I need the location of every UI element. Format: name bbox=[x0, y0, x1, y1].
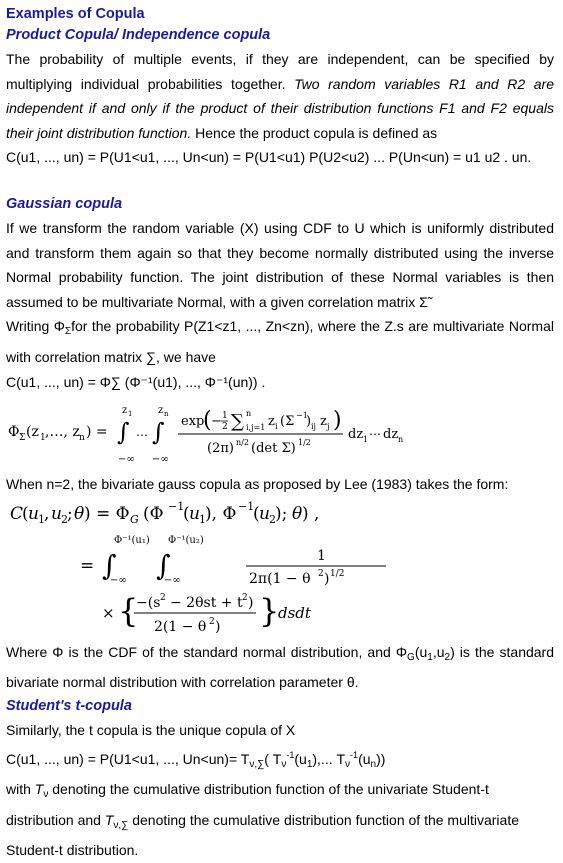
student-line4 bbox=[6, 808, 554, 839]
svg-text:), Φ: ), Φ bbox=[205, 503, 237, 524]
svg-text:;: ; bbox=[67, 503, 73, 524]
svg-text:2: 2 bbox=[222, 422, 228, 433]
svg-text:−1: −1 bbox=[238, 499, 255, 513]
product-copula-paragraph bbox=[6, 47, 554, 145]
svg-text:(det Σ): (det Σ) bbox=[251, 441, 296, 457]
svg-text:(: ( bbox=[203, 408, 212, 434]
svg-text:): ) bbox=[215, 618, 221, 635]
student-line4-rest: denoting the cumulative distribution function of the multivariate bbox=[132, 811, 519, 828]
product-copula-heading: Product Copula/ Independence copula bbox=[6, 27, 271, 43]
product-independence-definition: Two random variables R1 and R2 are independent if and only if the product of their distribution functions F1 and F2 equals their joint distribution function. bbox=[6, 75, 555, 141]
svg-text:−∞: −∞ bbox=[164, 574, 181, 586]
svg-text:2(1 − θ: 2(1 − θ bbox=[154, 618, 207, 635]
svg-text:∫: ∫ bbox=[117, 418, 130, 447]
student-line1: Similarly, the t copula is the unique copula of X bbox=[6, 721, 296, 738]
svg-text:1: 1 bbox=[199, 512, 206, 526]
gaussian-cdf-equation-graphic bbox=[6, 394, 554, 472]
t-nu-sigma-symbol: T bbox=[104, 811, 114, 828]
svg-text:z: z bbox=[158, 405, 164, 417]
svg-text:): ) bbox=[248, 594, 254, 611]
svg-text:dz: dz bbox=[348, 427, 364, 443]
document bbox=[6, 4, 554, 863]
svg-text:i,j=1: i,j=1 bbox=[246, 423, 266, 433]
svg-text:2π(1 − θ: 2π(1 − θ bbox=[249, 570, 311, 587]
svg-text:2: 2 bbox=[318, 568, 324, 579]
svg-text:2: 2 bbox=[269, 512, 276, 526]
svg-text:(: ( bbox=[183, 503, 190, 524]
svg-text:1/2: 1/2 bbox=[298, 438, 311, 448]
svg-text:{: { bbox=[118, 591, 139, 630]
svg-text:1: 1 bbox=[38, 512, 45, 526]
svg-text:−1: −1 bbox=[168, 499, 185, 513]
svg-text:θ: θ bbox=[74, 503, 85, 524]
svg-text:Φ: Φ bbox=[8, 424, 20, 441]
svg-text:,…, z: ,…, z bbox=[45, 424, 80, 441]
svg-text:): ) bbox=[333, 408, 342, 434]
svg-text:⋯: ⋯ bbox=[369, 427, 381, 442]
svg-text:u: u bbox=[51, 503, 62, 524]
t-nu-sigma-subscript: ν,∑ bbox=[249, 758, 265, 770]
svg-text:}: } bbox=[259, 591, 280, 630]
svg-text:): ) bbox=[306, 414, 312, 430]
svg-text:∫: ∫ bbox=[152, 418, 165, 447]
svg-text:…: … bbox=[136, 425, 148, 440]
svg-text:dz: dz bbox=[383, 427, 399, 443]
product-intro: The probability of multiple events, if they are independent, can be specified by multiplying individual probabilities together. bbox=[6, 51, 554, 92]
t-inverse-sup: -1 bbox=[286, 749, 295, 760]
svg-text:) =: ) = bbox=[86, 424, 108, 441]
svg-text:);: ); bbox=[275, 503, 288, 524]
gaussian-copula-heading: Gaussian copula bbox=[6, 195, 123, 212]
svg-text:Σ: Σ bbox=[19, 433, 26, 444]
svg-text:−1: −1 bbox=[296, 411, 308, 421]
svg-text:∫: ∫ bbox=[102, 548, 117, 582]
t-nu-sigma-sub: ν,∑ bbox=[113, 819, 129, 831]
svg-text:u: u bbox=[28, 503, 39, 524]
svg-text:u: u bbox=[189, 503, 200, 524]
t-nu-subscript-2: ν bbox=[345, 758, 351, 770]
svg-text:dsdt: dsdt bbox=[278, 603, 311, 622]
svg-text:ij: ij bbox=[311, 422, 317, 432]
student-line3-prefix: with bbox=[6, 781, 31, 798]
svg-text:(2π): (2π) bbox=[207, 441, 234, 457]
svg-text:z: z bbox=[122, 405, 128, 417]
student-t-copula-heading: Student's t-copula bbox=[6, 697, 132, 714]
svg-text:1: 1 bbox=[363, 435, 369, 445]
svg-text:1: 1 bbox=[40, 433, 46, 444]
svg-text:n/2: n/2 bbox=[236, 438, 249, 448]
u1-subscript: 1 bbox=[427, 651, 433, 663]
svg-text:Φ⁻¹(u₁): Φ⁻¹(u₁) bbox=[114, 534, 150, 546]
svg-text:n: n bbox=[164, 410, 169, 419]
svg-text:z: z bbox=[268, 414, 275, 430]
un-sub: n bbox=[370, 758, 377, 770]
t-nu-subscript: ν bbox=[281, 758, 287, 770]
svg-text:n: n bbox=[398, 435, 404, 445]
sigma-tilde-symbol: Σ̃ bbox=[419, 293, 428, 310]
svg-text:=: = bbox=[80, 555, 95, 576]
svg-text:u: u bbox=[259, 503, 270, 524]
svg-text:C: C bbox=[10, 503, 24, 524]
svg-text:,: , bbox=[44, 503, 50, 524]
gaussian-copula-formula: C(u1, ..., un) = Φ∑ (Φ⁻¹(u1), ..., Φ⁻¹(un)) . bbox=[6, 373, 266, 390]
writing-prefix: Writing Φ bbox=[6, 318, 65, 335]
svg-text:2: 2 bbox=[160, 592, 166, 603]
svg-text:exp: exp bbox=[181, 414, 205, 430]
svg-text:(: ( bbox=[253, 503, 260, 524]
svg-text:−∞: −∞ bbox=[110, 574, 127, 586]
svg-text:2: 2 bbox=[242, 592, 248, 603]
svg-text:(z: (z bbox=[26, 424, 39, 441]
svg-text:−(s: −(s bbox=[136, 594, 161, 611]
student-formula: C(u1, ..., un) = P(U1<u1, ..., $Un<un)= T_{\nu,\sum}$( $T_\nu^{-1}(u_1)$,... $T_\nu^{-1}(u_n)$) bbox=[6, 749, 386, 770]
product-copula-formula: C(u1, ..., un) = P(U1<u1, ..., Un<un) = P(U1<u1) P(U2<u2) ... P(Un<un) = u1 u2 . un. bbox=[6, 149, 532, 166]
svg-text:−: − bbox=[211, 414, 222, 430]
bivariate-intro: When n=2, the bivariate gauss copula as proposed by Lee (1983) takes the form: bbox=[6, 476, 509, 493]
svg-text:G: G bbox=[130, 512, 139, 526]
student-line3-rest: denoting the cumulative distribution function of the univariate Student-t bbox=[52, 781, 489, 798]
svg-text:i: i bbox=[275, 422, 278, 432]
svg-text:1: 1 bbox=[128, 410, 133, 419]
phi-subscript: Σ bbox=[64, 326, 72, 338]
phi-g-subscript: G bbox=[407, 651, 415, 663]
svg-text:∑: ∑ bbox=[231, 411, 244, 433]
svg-text:×: × bbox=[102, 603, 115, 622]
student-line4-prefix: distribution and bbox=[6, 811, 101, 828]
svg-text:j: j bbox=[327, 422, 330, 432]
svg-text:1/2: 1/2 bbox=[330, 568, 345, 579]
gaussian-paragraph bbox=[6, 216, 554, 314]
where-rest: ) is the standard bivariate normal distribution with correlation parameter θ. bbox=[6, 643, 554, 691]
t-nu-symbol: T bbox=[34, 781, 44, 798]
gaussian-cdf-equation bbox=[6, 394, 554, 472]
where-paragraph bbox=[6, 640, 554, 695]
where-prefix: Where Φ is the CDF of the standard normal distribution, and Φ bbox=[6, 643, 408, 660]
svg-text:1: 1 bbox=[317, 547, 326, 564]
t-inverse-sup-2: -1 bbox=[350, 749, 359, 760]
svg-text:1: 1 bbox=[222, 411, 228, 422]
svg-text:) = Φ: ) = Φ bbox=[84, 503, 130, 524]
u2-subscript: 2 bbox=[444, 651, 451, 663]
where-u-open: (u bbox=[414, 643, 428, 660]
where-u-comma: ,u bbox=[432, 643, 445, 660]
page-title: Examples of Copula bbox=[6, 6, 145, 22]
svg-text:(Φ: (Φ bbox=[143, 503, 164, 524]
svg-text:n: n bbox=[246, 409, 252, 419]
svg-text:θ: θ bbox=[292, 503, 303, 524]
bivariate-gauss-equation-graphic bbox=[6, 497, 554, 640]
student-line3 bbox=[6, 777, 554, 808]
svg-text:): ) bbox=[324, 570, 330, 587]
svg-text:(Σ: (Σ bbox=[280, 414, 295, 430]
gaussian-para1: If we transform the random variable (X) using CDF to U which is uniformly distributed and transform them again so that they become normally distributed using the inverse Normal probability function. The joint distribution of these Normal variables is then assumed to be multivariate Normal, with a given correlation matrix bbox=[6, 219, 554, 310]
svg-text:(: ( bbox=[22, 503, 29, 524]
product-tail: Hence the product copula is defined as bbox=[195, 124, 438, 141]
svg-text:z: z bbox=[320, 414, 327, 430]
svg-text:Φ⁻¹(u₂): Φ⁻¹(u₂) bbox=[168, 534, 204, 546]
svg-text:∫: ∫ bbox=[156, 548, 171, 582]
t-nu-sub-3: ν bbox=[43, 789, 49, 801]
student-line5: Student-t distribution. bbox=[6, 842, 139, 859]
u1-sub: 1 bbox=[306, 758, 313, 770]
svg-text:−∞: −∞ bbox=[152, 454, 169, 466]
gaussian-writing-paragraph bbox=[6, 314, 554, 369]
svg-text:n: n bbox=[79, 433, 85, 444]
svg-text:−∞: −∞ bbox=[118, 454, 135, 466]
svg-text:2: 2 bbox=[209, 616, 215, 627]
svg-text:− 2θst + t: − 2θst + t bbox=[170, 594, 243, 611]
svg-text:2: 2 bbox=[61, 512, 68, 526]
bivariate-gauss-equation bbox=[6, 497, 554, 640]
svg-text:) ,: ) , bbox=[302, 503, 320, 524]
writing-rest: for the probability P(Z1<z1, ..., Zn<zn), where the Z.s are multivariate Normal with correlation matrix ∑, we have bbox=[6, 318, 554, 365]
student-formula-prefix: C(u1, ..., un) = P(U1<u1, ..., Un<un)= T bbox=[6, 750, 250, 767]
